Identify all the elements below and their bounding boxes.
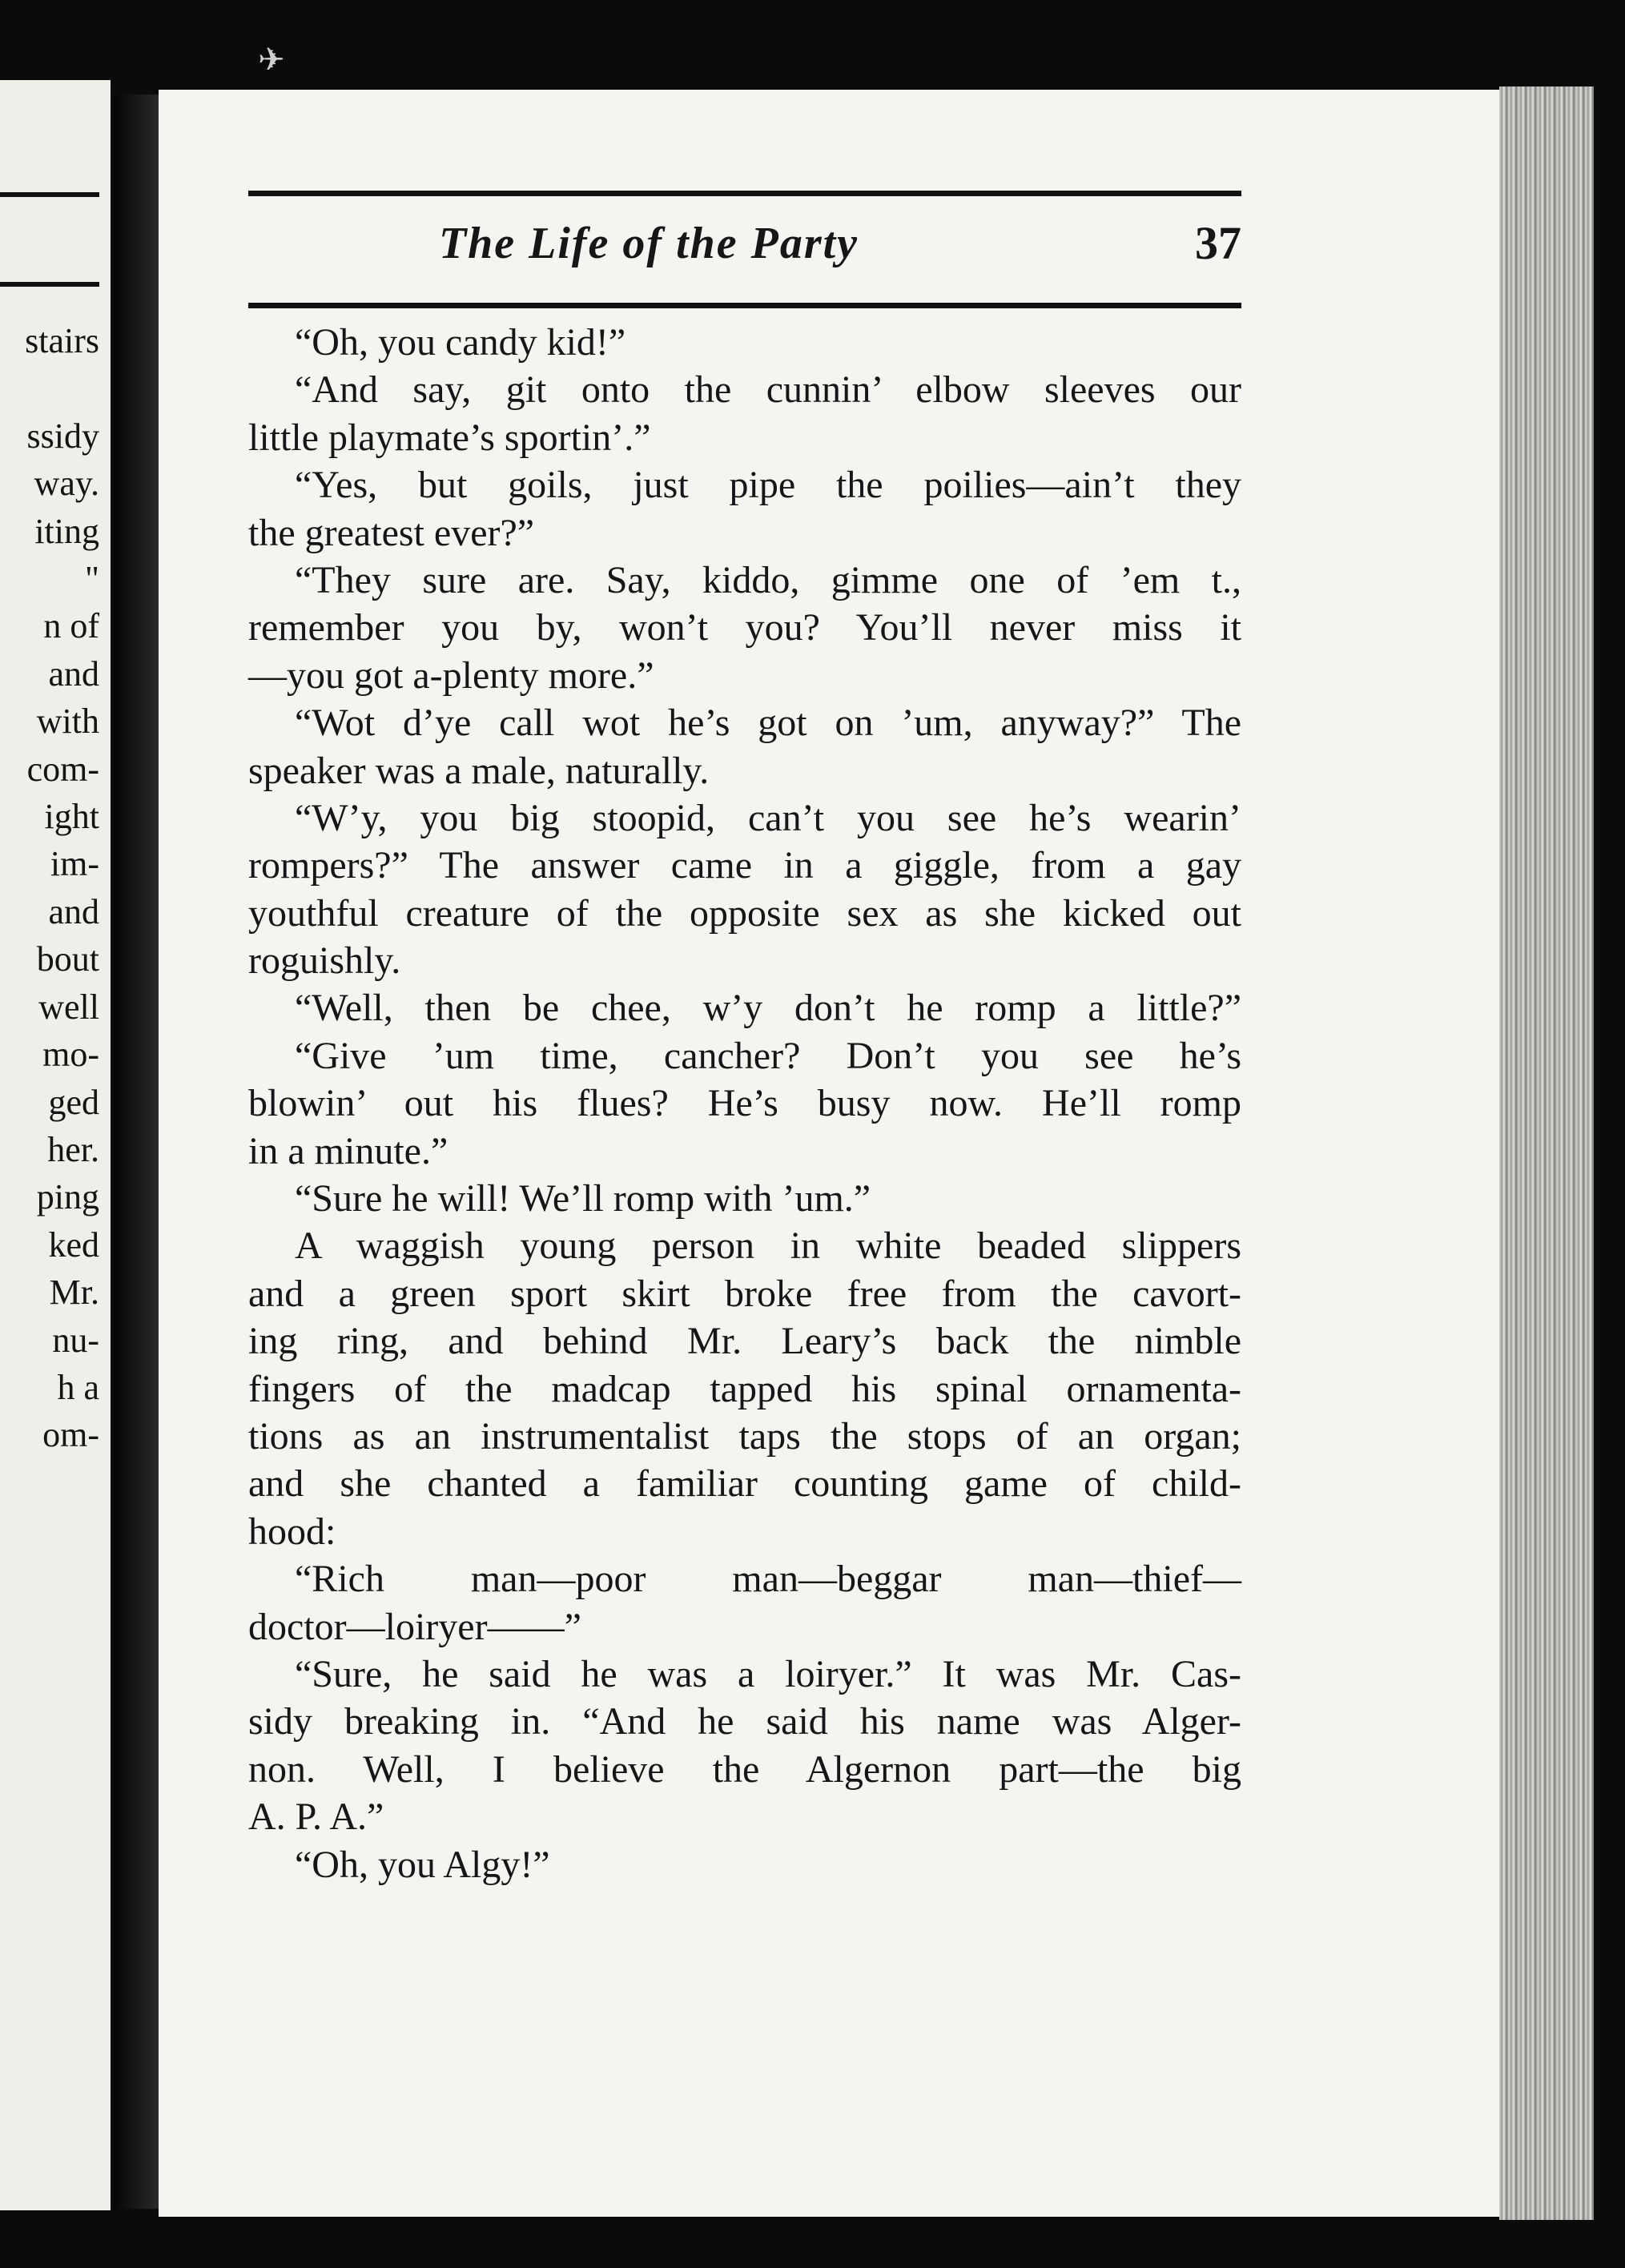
left-page-fragment: h a [57, 1367, 99, 1407]
left-header-rule-bottom [0, 282, 99, 287]
left-page-fragment: way. [34, 464, 99, 504]
left-page-fragment: mo- [42, 1035, 99, 1075]
book-binding-shadow [114, 94, 159, 2209]
left-page-fragment: " [85, 559, 99, 599]
text-line: hood: [248, 1510, 336, 1553]
left-page-fragment: om- [42, 1415, 99, 1455]
text-line: sidy breaking in. “And he said his name was Alger- [248, 1700, 1241, 1743]
text-line: and a green sport skirt broke free from the cavort- [248, 1272, 1241, 1315]
left-page-fragment: and [48, 891, 99, 931]
text-line: speaker was a male, naturally. [248, 749, 710, 792]
text-line: remember you by, won’t you? You’ll never miss it [248, 606, 1241, 649]
text-line: “And say, git onto the cunnin’ elbow sleeves our [295, 368, 1241, 412]
text-line: “Give ’um time, cancher? Don’t you see he’s [295, 1034, 1241, 1077]
body-text [248, 319, 1241, 1888]
left-page-fragment: ked [48, 1224, 99, 1265]
text-line: “Yes, but goils, just pipe the poilies—ain’t they [295, 464, 1241, 507]
page-header [248, 191, 1241, 311]
text-line: “Sure, he said he was a loiryer.” It was Mr. Cas- [295, 1652, 1241, 1695]
text-line: roguishly. [248, 939, 401, 983]
header-rule-bottom [248, 303, 1241, 308]
text-line: ing ring, and behind Mr. Leary’s back the nimble [248, 1320, 1241, 1363]
text-line: little playmate’s sportin’.” [248, 416, 651, 459]
left-page-fragment: ping [36, 1177, 99, 1217]
left-page-fragment: nu- [52, 1320, 99, 1360]
left-page-fragment: well [38, 987, 99, 1027]
text-line: the greatest ever?” [248, 511, 535, 554]
main-page [159, 90, 1517, 2217]
text-line: A. P. A.” [248, 1796, 384, 1839]
left-page-fragment: n of [43, 606, 99, 646]
page-stack-edge [1499, 86, 1595, 2220]
left-page-fragment [0, 364, 99, 412]
text-line: blowin’ out his flues? He’s busy now. He’ll romp [248, 1082, 1241, 1125]
text-line: fingers of the madcap tapped his spinal ornamenta- [248, 1367, 1241, 1410]
scan-mark: ✈ [258, 42, 285, 78]
text-line: “Well, then be chee, w’y don’t he romp a little?” [295, 987, 1241, 1030]
text-line: youthful creature of the opposite sex as she kicked out [248, 891, 1241, 935]
text-line: “Oh, you candy kid!” [295, 321, 626, 364]
left-page-fragment: com- [26, 749, 99, 789]
left-page-fragment: and [48, 653, 99, 694]
left-page-fragment: ight [44, 797, 99, 837]
running-title: The Life of the Party [438, 219, 859, 268]
left-page-fragment: stairs [25, 321, 99, 360]
text-line: A waggish young person in white beaded slippers [295, 1224, 1241, 1268]
text-line: —you got a-plenty more.” [248, 653, 654, 697]
left-page-fragment: with [36, 702, 99, 742]
text-line: in a minute.” [248, 1129, 448, 1172]
text-line: doctor—loiryer——” [248, 1605, 581, 1648]
text-line: non. Well, I believe the Algernon part—the big [248, 1747, 1241, 1791]
left-page-text-fragments [0, 317, 99, 1459]
text-line: “They sure are. Say, kiddo, gimme one of ’em t., [295, 558, 1241, 601]
left-page-fragment: im- [50, 844, 99, 884]
left-page-fragment: Mr. [49, 1273, 99, 1313]
left-page-fragment: iting [34, 511, 99, 551]
text-line: “Sure he will! We’ll romp with ’um.” [295, 1177, 871, 1220]
left-page-partial [0, 80, 111, 2210]
text-line: rompers?” The answer came in a giggle, from a gay [248, 844, 1241, 887]
left-page-fragment: bout [36, 939, 99, 979]
header-rule-top [248, 191, 1241, 196]
text-line: “Oh, you Algy!” [295, 1843, 550, 1886]
text-line: “W’y, you big stoopid, can’t you see he’s wearin’ [295, 796, 1241, 839]
text-line: and she chanted a familiar counting game of child- [248, 1462, 1241, 1506]
text-line: tions as an instrumentalist taps the stops of an organ; [248, 1414, 1241, 1458]
left-page-fragment: her. [47, 1129, 99, 1169]
text-line: “Wot d’ye call wot he’s got on ’um, anyway?” The [295, 702, 1241, 745]
page-number: 37 [1195, 217, 1241, 269]
left-header-rule-top [0, 192, 99, 197]
left-page-fragment: ged [48, 1082, 99, 1122]
left-page-fragment: ssidy [26, 416, 99, 456]
text-line: “Rich man—poor man—beggar man—thief— [295, 1558, 1241, 1601]
scan-border-right [1594, 80, 1625, 2226]
